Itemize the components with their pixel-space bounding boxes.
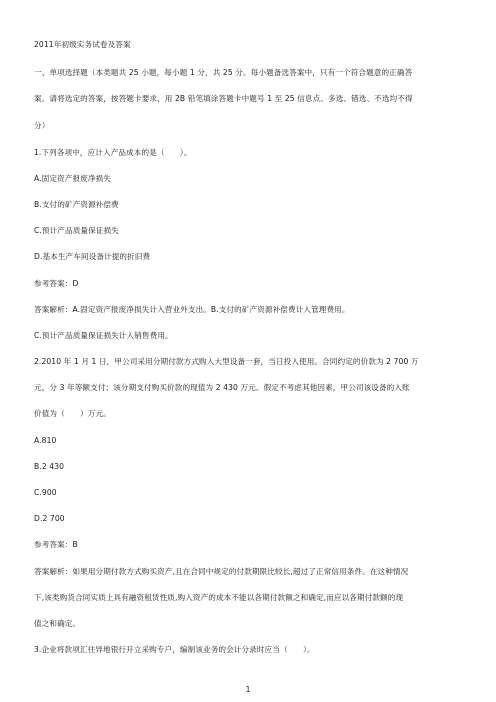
question-1-option-a: A.固定资产报废净损失 xyxy=(34,174,111,183)
question-1-option-c: C.预计产品质量保证损失 xyxy=(34,226,119,235)
question-2-option-c: C.900 xyxy=(34,488,57,497)
question-1-explanation-line-1: 答案解析：A.固定资产报废净损失计入营业外支出。B.支付的矿产资源补偿费计入管理费用。 xyxy=(34,305,350,314)
question-2-explanation-line-1: 答案解析：如果用分期付款方式购买资产,且在合同中规定的付款期限比较长,超过了正常信用条件。在这种情况 xyxy=(34,567,409,576)
document-title: 2011年初级实务试卷及答案 xyxy=(34,40,131,49)
question-2-stem-line-1: 2.2010 年 1 月 1 日，甲公司采用分期付款方式购入大型设备一套，当日投入使用。合同约定的价款为 2 700 万 xyxy=(34,357,419,366)
question-2-stem-line-2: 元，分 3 年等额支付；该分期支付购买价款的现值为 2 430 万元。假定不考虑其他因素，甲公司该设备的入账 xyxy=(34,383,410,392)
question-2-explanation-line-3: 值之和确定。 xyxy=(34,619,81,628)
question-2-option-b: B.2 430 xyxy=(34,462,65,471)
question-1-option-b: B.支付的矿产资源补偿费 xyxy=(34,200,119,209)
question-1-explanation-line-2: C.预计产品质量保证损失计入销售费用。 xyxy=(34,331,173,340)
question-2-option-a: A.810 xyxy=(34,436,57,445)
question-1-stem: 1.下列各项中，应计入产品成本的是（ ）。 xyxy=(34,148,192,157)
section-header-line-1: 一、单项选择题（本类题共 25 小题，每小题 1 分，共 25 分。每小题备选答案中，只有一个符合题意的正确答 xyxy=(34,68,413,77)
question-1-answer: 参考答案：D xyxy=(34,279,79,288)
question-3-stem: 3.企业将款项汇往异地银行开立采购专户，编制该业务的会计分录时应当（ ）。 xyxy=(34,645,315,654)
section-header-line-2: 案。请将选定的答案，按答题卡要求，用 2B 铅笔填涂答题卡中题号 1 至 25 信息点。多选、错选、不选均不得 xyxy=(34,94,413,103)
section-header-line-3: 分） xyxy=(34,121,50,130)
question-2-stem-line-3: 价值为（ ）万元。 xyxy=(34,409,111,418)
question-2-explanation-line-2: 下,该类购货合同实质上具有融资租赁性质,购入资产的成本不能以各期付款额之和确定,而应以各期付款额的现 xyxy=(34,593,404,602)
question-1-option-d: D.基本生产车间设备计提的折旧费 xyxy=(34,252,151,261)
page-number: 1 xyxy=(245,685,251,694)
question-2-option-d: D.2 700 xyxy=(34,514,65,523)
question-2-answer: 参考答案：B xyxy=(34,540,78,549)
